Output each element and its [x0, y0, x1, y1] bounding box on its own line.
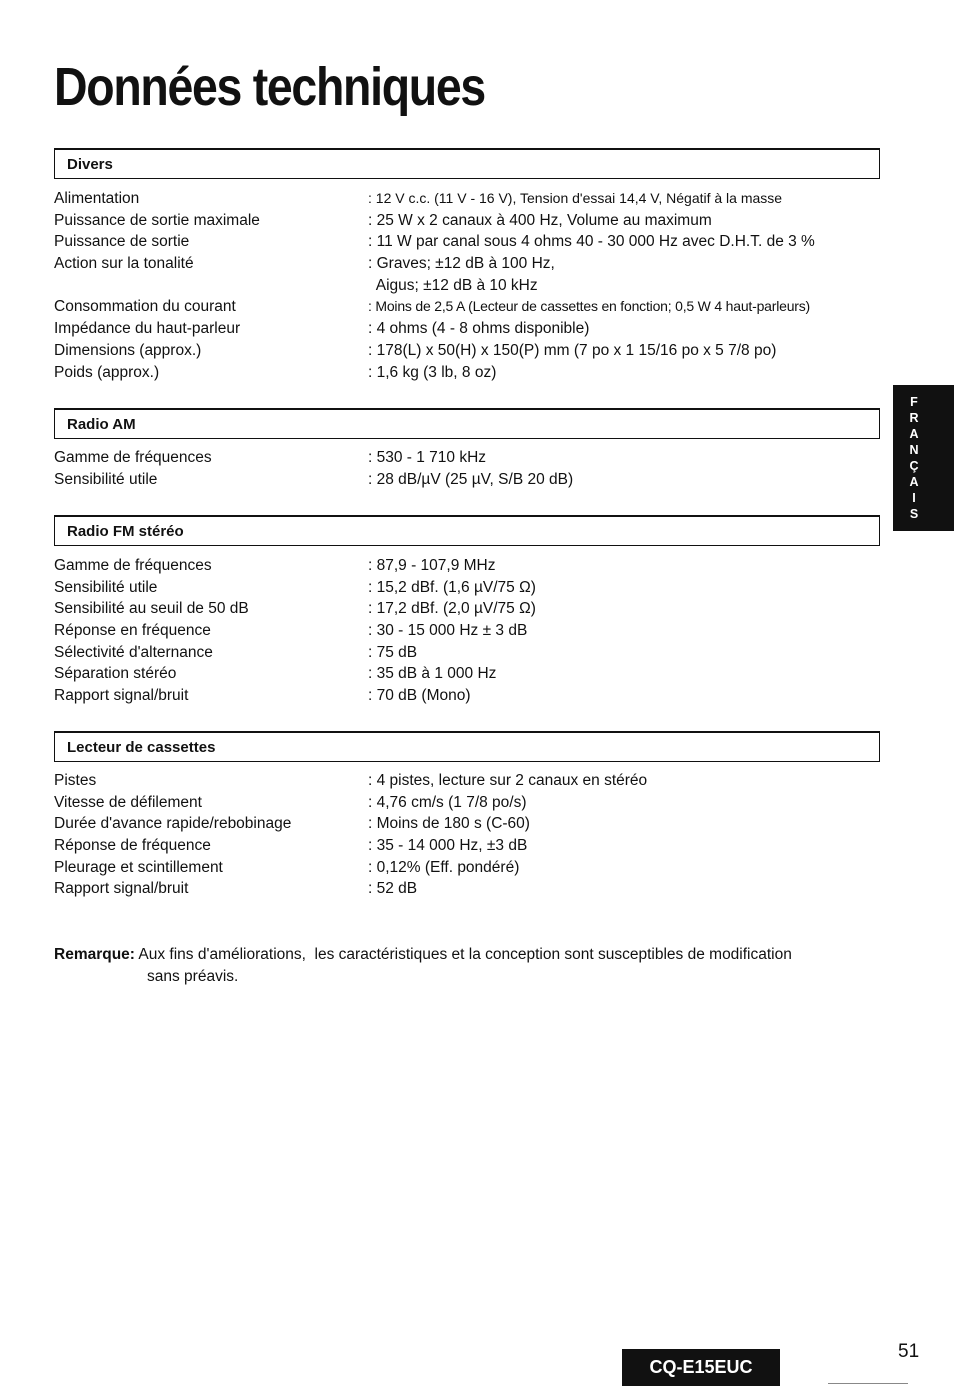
spec-label [54, 275, 368, 297]
spec-label: Sensibilité utile [54, 470, 158, 488]
spec-label: Rapport signal/bruit [54, 687, 189, 705]
remark-text: Aux fins d'améliorations, les caractéristiques et la conception sont susceptibles de modification [138, 946, 792, 963]
spec-value: : 530 - 1 710 kHz [368, 449, 487, 466]
side-tab-letter: N [909, 443, 919, 457]
spec-row [54, 362, 884, 384]
spec-label: Consommation du courant [54, 298, 236, 316]
side-tab-letter: I [912, 491, 916, 505]
spec-value: : Moins de 2,5 A (Lecteur de cassettes en fonction; 0,5 W 4 haut-parleurs) [368, 298, 811, 315]
spec-value: : 28 dB/µV (25 µV, S/B 20 dB) [368, 470, 574, 488]
spec-table-radio-fm [54, 555, 884, 707]
spec-row [54, 318, 884, 340]
spec-label: Dimensions (approx.) [54, 341, 202, 359]
spec-row [54, 598, 884, 620]
spec-label: Réponse en fréquence [54, 622, 211, 640]
spec-row [54, 210, 884, 232]
spec-row [54, 469, 884, 491]
side-tab-letter: S [909, 507, 919, 521]
remark-note [54, 944, 884, 987]
page-title: Données techniques [54, 57, 485, 117]
spec-row [54, 685, 884, 707]
spec-value: : 87,9 - 107,9 MHz [368, 557, 496, 574]
spec-row [54, 663, 884, 685]
spec-label: Sensibilité au seuil de 50 dB [54, 600, 249, 618]
spec-value: : 1,6 kg (3 lb, 8 oz) [368, 363, 497, 381]
spec-value: : 4 pistes, lecture sur 2 canaux en stéréo [368, 772, 648, 789]
spec-row [54, 857, 884, 879]
spec-label: Puissance de sortie [54, 233, 190, 251]
spec-value: : Moins de 180 s (C-60) [368, 815, 530, 833]
section-header-radio-fm [54, 515, 880, 546]
spec-label: Action sur la tonalité [54, 255, 194, 273]
spec-row [54, 792, 884, 814]
side-tab-letter: Ç [909, 459, 919, 473]
spec-label: Sélectivité d'alternance [54, 643, 213, 661]
spec-row [54, 620, 884, 642]
spec-row [54, 813, 884, 835]
language-side-tab [893, 385, 954, 531]
spec-row [54, 340, 884, 362]
spec-label: Sensibilité utile [54, 578, 158, 596]
spec-label: Alimentation [54, 190, 140, 207]
spec-row [54, 296, 884, 318]
remark-line [54, 944, 884, 966]
spec-table-radio-am [54, 447, 884, 490]
spec-row [54, 770, 884, 792]
spec-label: Gamme de fréquences [54, 449, 212, 466]
spec-value: : 15,2 dBf. (1,6 µV/75 Ω) [368, 578, 536, 596]
spec-value: : 30 - 15 000 Hz ± 3 dB [368, 622, 528, 640]
spec-value: : 70 dB (Mono) [368, 687, 471, 705]
spec-value: : 4 ohms (4 - 8 ohms disponible) [368, 320, 590, 338]
page-number: 51 [898, 1341, 920, 1362]
footer-rule [828, 1383, 908, 1384]
spec-value: : 4,76 cm/s (1 7/8 po/s) [368, 793, 527, 811]
side-tab-letter: F [910, 395, 918, 409]
spec-label: Impédance du haut-parleur [54, 320, 241, 338]
spec-label: Pleurage et scintillement [54, 858, 223, 876]
spec-value: : 35 dB à 1 000 Hz [368, 665, 497, 683]
section-heading: Lecteur de cassettes [67, 739, 216, 756]
spec-label: Réponse de fréquence [54, 837, 211, 855]
spec-value: : 178(L) x 50(H) x 150(P) mm (7 po x 1 15/16 po x 5 7/8 po) [368, 341, 777, 359]
section-heading: Radio AM [67, 416, 136, 433]
spec-label: Rapport signal/bruit [54, 880, 189, 898]
spec-value: : 35 - 14 000 Hz, ±3 dB [368, 837, 528, 855]
side-tab-letter: A [909, 475, 919, 489]
side-tab-letter: A [909, 427, 919, 441]
remark-text-continued: sans préavis. [147, 967, 239, 985]
spec-row [54, 835, 884, 857]
spec-row [54, 275, 884, 297]
spec-value: : 17,2 dBf. (2,0 µV/75 Ω) [368, 600, 536, 618]
spec-label: Vitesse de défilement [54, 793, 202, 811]
spec-value: : 25 W x 2 canaux à 400 Hz, Volume au maximum [368, 211, 712, 229]
model-badge: CQ-E15EUC [622, 1349, 780, 1386]
spec-value: : 52 dB [368, 880, 418, 898]
remark-keyword: Remarque: [54, 946, 135, 963]
spec-label: Pistes [54, 772, 97, 789]
spec-value: : 11 W par canal sous 4 ohms 40 - 30 000 Hz avec D.H.T. de 3 % [368, 233, 815, 251]
spec-value: : 0,12% (Eff. pondéré) [368, 858, 520, 876]
spec-label: Puissance de sortie maximale [54, 211, 260, 229]
spec-value: : 75 dB [368, 643, 418, 661]
spec-row [54, 642, 884, 664]
section-header-cassette [54, 731, 880, 762]
side-tab-letter: R [909, 411, 919, 425]
section-heading: Radio FM stéréo [67, 523, 184, 540]
spec-row [54, 231, 884, 253]
section-header-divers [54, 148, 880, 179]
spec-value: : Graves; ±12 dB à 100 Hz, [368, 255, 555, 273]
spec-value: Aigus; ±12 dB à 10 kHz [368, 276, 538, 294]
section-header-radio-am [54, 408, 880, 439]
spec-row [54, 577, 884, 599]
spec-row [54, 555, 884, 577]
spec-label: Poids (approx.) [54, 363, 160, 381]
spec-label: Durée d'avance rapide/rebobinage [54, 815, 292, 833]
spec-row [54, 188, 884, 210]
spec-row [54, 253, 884, 275]
spec-label: Gamme de fréquences [54, 557, 212, 574]
spec-row [54, 447, 884, 469]
spec-row [54, 878, 884, 900]
spec-label: Séparation stéréo [54, 665, 177, 683]
spec-table-cassette [54, 770, 884, 900]
spec-value: : 12 V c.c. (11 V - 16 V), Tension d'essai 14,4 V, Négatif à la masse [368, 190, 783, 206]
spec-table-divers [54, 188, 884, 383]
section-heading: Divers [67, 156, 113, 173]
